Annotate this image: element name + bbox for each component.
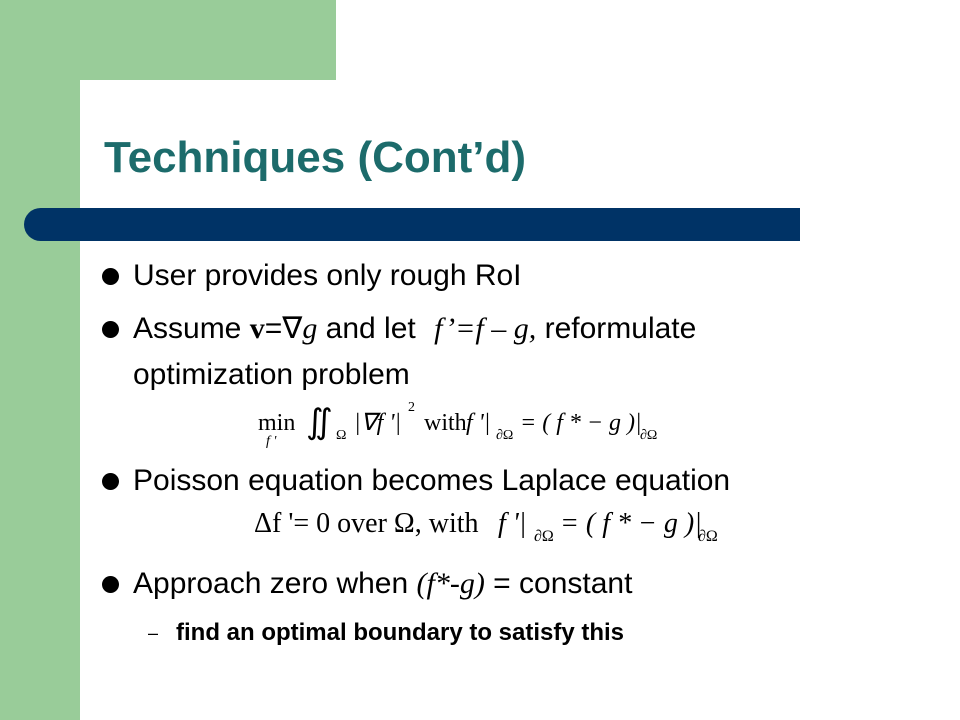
equals-sign: = xyxy=(264,312,283,345)
formula-laplace-fprime: f '| xyxy=(498,508,527,539)
bullet-approach-math: (f*-g) xyxy=(416,567,485,600)
boundary-symbol: ∂Ω xyxy=(640,428,658,443)
formula-with: with xyxy=(424,410,467,436)
formula-rhs: = ( f * − g )| xyxy=(520,410,642,436)
sub-bullet-dash: – xyxy=(148,623,159,643)
sub-bullet-optimal-boundary: find an optimal boundary to satisfy this xyxy=(176,619,625,646)
slide-title: Techniques (Cont’d) xyxy=(104,133,527,182)
boundary-symbol: ∂Ω xyxy=(698,528,718,545)
bullet-dot xyxy=(102,473,119,490)
bullet-approach-post: = constant xyxy=(484,567,633,600)
bullet-assume-post: reformulate xyxy=(536,312,697,345)
title-underline-bar xyxy=(24,208,800,241)
nabla-symbol: ∇ xyxy=(282,312,303,345)
boundary-symbol: ∂Ω xyxy=(534,528,554,545)
bullet-approach-zero xyxy=(133,564,632,604)
formula-min: min xyxy=(258,410,296,436)
formula-fprime-boundary: f '| xyxy=(466,410,491,436)
bullet-approach-pre: Approach zero when xyxy=(133,567,417,600)
formula-laplace-rhs: = ( f * − g )| xyxy=(560,508,702,539)
bullet-assume xyxy=(133,309,696,349)
bullet-rough-roi: User provides only rough RoI xyxy=(133,259,522,292)
formula-min-subscript: f ' xyxy=(266,434,277,449)
double-integral-symbol: ∬ xyxy=(306,404,333,441)
vector-v: v xyxy=(249,312,265,345)
bullet-assume-line2: optimization problem xyxy=(133,358,410,391)
power-two: 2 xyxy=(408,400,415,415)
bullet-dot xyxy=(102,321,119,338)
bullet-poisson: Poisson equation becomes Laplace equation xyxy=(133,464,731,497)
formula-laplace-main: Δf '= 0 over Ω, with xyxy=(254,508,479,539)
bullet-assume-pre: Assume xyxy=(133,312,250,345)
bullet-assume-math: f’=f – g, xyxy=(434,312,537,345)
bullet-dot xyxy=(102,268,119,285)
bullet-dot xyxy=(102,576,119,593)
g-symbol: g xyxy=(302,312,318,345)
sidebar-left-decoration xyxy=(0,0,80,720)
gradient-norm: |∇f '| xyxy=(354,410,402,436)
bullet-assume-mid: and let xyxy=(317,312,425,345)
integral-domain: Ω xyxy=(336,428,347,443)
boundary-symbol: ∂Ω xyxy=(496,428,514,443)
